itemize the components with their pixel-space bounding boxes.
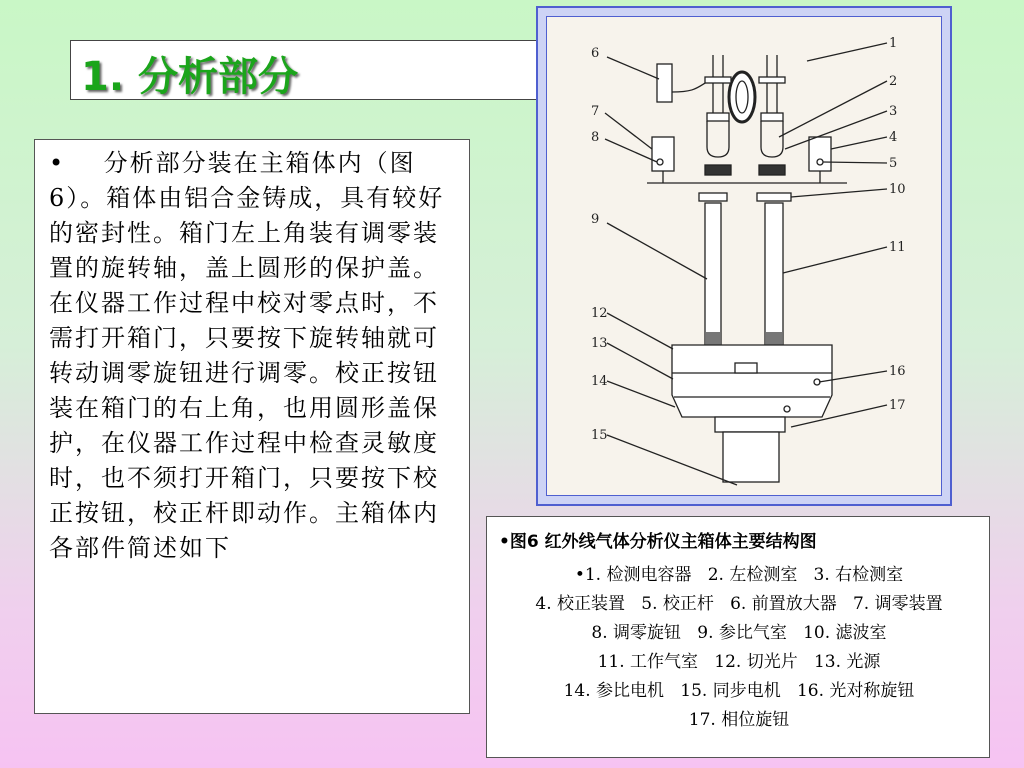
caption-list <box>495 561 983 735</box>
label-16: 16 <box>889 364 906 379</box>
label-9: 9 <box>591 212 600 227</box>
caption-item: 5. 校正杆 <box>641 594 714 614</box>
label-13: 13 <box>591 336 608 351</box>
caption-item: 10. 滤波室 <box>803 623 887 643</box>
caption-item: 14. 参比电机 <box>563 681 665 701</box>
label-4: 4 <box>889 130 898 145</box>
label-8: 8 <box>591 130 600 145</box>
label-3: 3 <box>889 104 898 119</box>
caption-item: •1. 检测电容器 <box>574 565 692 585</box>
caption-item: 16. 光对称旋钮 <box>796 681 915 701</box>
label-6: 6 <box>591 46 600 61</box>
body-paragraph: • 分析部分装在主箱体内（图6）。箱体由铝合金铸成，具有较好的密封性。箱门左上角装有调零装置的旋转轴，盖上圆形的保护盖。在仪器工作过程中校对零点时，不需打开箱门，只要按下旋转轴就可转动调零旋钮进行调零。校正按钮装在箱门的右上角，也用圆形盖保护，在仪器工作过程中检查灵敏度时，也不须打开箱门，只要按下校正按钮，校正杆即动作。主箱体内各部件简述如下 <box>49 149 445 562</box>
label-2: 2 <box>889 74 898 89</box>
label-12: 12 <box>591 306 608 321</box>
label-15: 15 <box>591 428 608 443</box>
structure-diagram <box>547 17 941 495</box>
label-1: 1 <box>889 36 898 51</box>
label-5: 5 <box>889 156 898 171</box>
caption-box <box>486 516 990 758</box>
label-17: 17 <box>889 398 906 413</box>
caption-item: 7. 调零装置 <box>852 594 943 614</box>
body-text-box <box>34 139 470 714</box>
caption-item: 6. 前置放大器 <box>730 594 837 614</box>
label-11: 11 <box>889 240 906 255</box>
figure-panel <box>546 16 942 496</box>
page-title: 1. 分析部分 <box>81 54 298 100</box>
caption-item: 15. 同步电机 <box>680 681 781 701</box>
caption-item: 9. 参比气室 <box>697 623 787 643</box>
caption-item: 17. 相位旋钮 <box>688 710 790 730</box>
caption-title: •图6 红外线气体分析仪主箱体主要结构图 <box>499 532 817 552</box>
caption-item: 8. 调零旋钮 <box>591 623 682 643</box>
caption-item: 2. 左检测室 <box>707 565 798 585</box>
label-14: 14 <box>591 374 608 389</box>
figure-frame <box>536 6 952 506</box>
label-10: 10 <box>889 182 906 197</box>
caption-item: 3. 右检测室 <box>813 565 904 585</box>
label-7: 7 <box>591 104 600 119</box>
caption-item: 11. 工作气室 <box>597 652 699 672</box>
title-box <box>70 40 552 100</box>
caption-item: 4. 校正装置 <box>535 594 626 614</box>
caption-item: 12. 切光片 <box>714 652 798 672</box>
caption-item: 13. 光源 <box>813 652 881 672</box>
